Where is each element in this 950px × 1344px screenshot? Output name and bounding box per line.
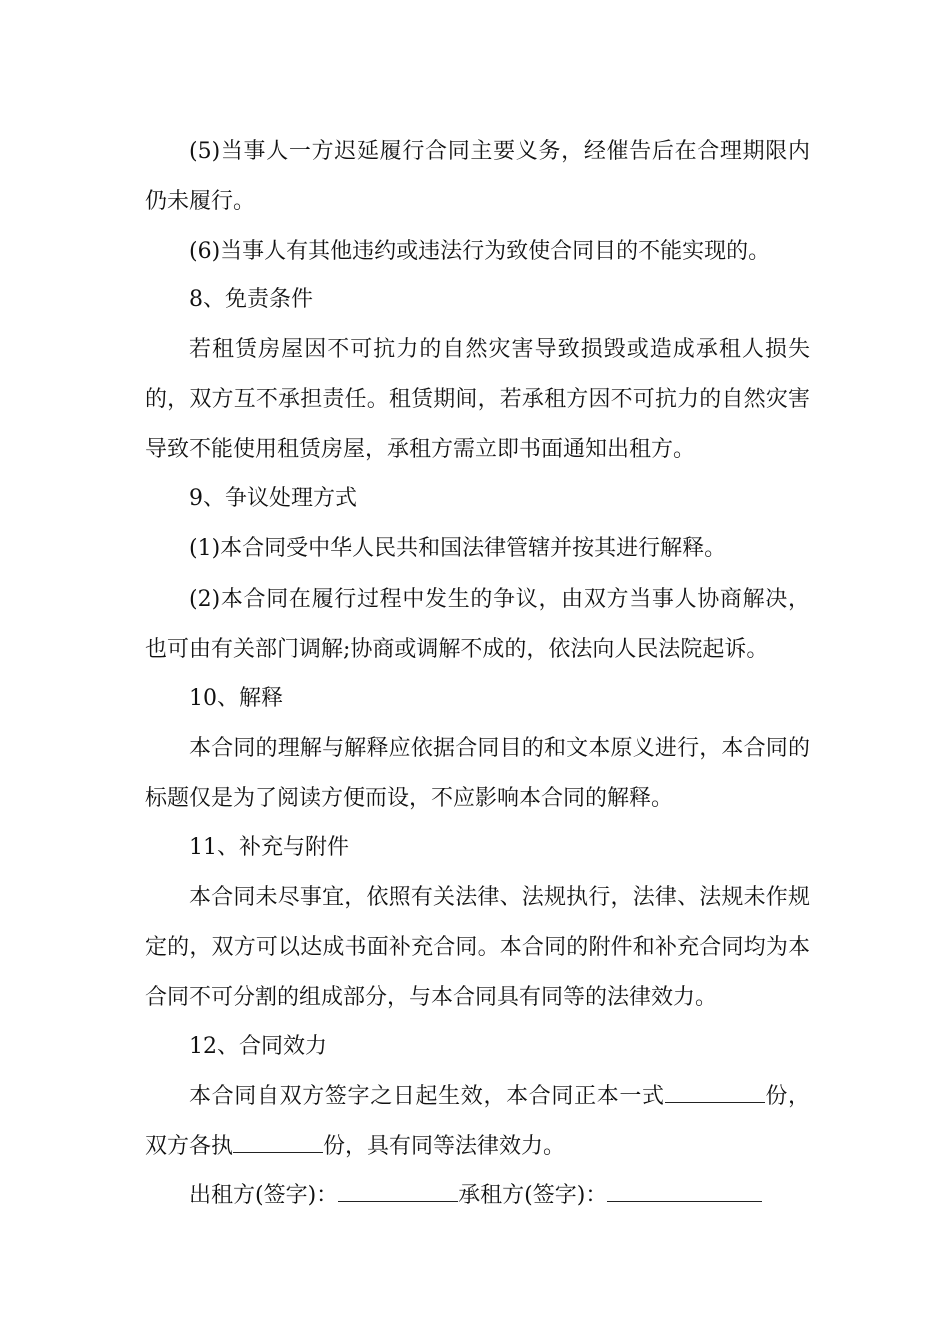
- section-10-body: 本合同的理解与解释应依据合同目的和文本原义进行，本合同的标题仅是为了阅读方便而设，不应影响本合同的解释。: [145, 736, 810, 811]
- section-12-text-part3: 份，具有同等法律效力。: [323, 1134, 566, 1159]
- section-9-item-2: (2)本合同在履行过程中发生的争议，由双方当事人协商解决，也可由有关部门调解;协商或调解不成的，依法向人民法院起诉。: [145, 587, 810, 662]
- clause-item-5: (5)当事人一方迟延履行合同主要义务，经催告后在合理期限内仍未履行。: [145, 139, 810, 214]
- lessee-signature-label: 承租方(签字)：: [458, 1183, 608, 1208]
- section-12-text-part2: 份，双方各执: [145, 1084, 810, 1159]
- clause-item-6: (6)当事人有其他违约或违法行为致使合同目的不能实现的。: [189, 239, 771, 264]
- lessor-signature-blank[interactable]: [338, 1183, 458, 1202]
- copies-each-blank[interactable]: [233, 1134, 323, 1153]
- lessor-signature-label: 出租方(签字)：: [189, 1183, 339, 1208]
- section-9-heading: 9、争议处理方式: [189, 486, 357, 511]
- section-8-body: 若租赁房屋因不可抗力的自然灾害导致损毁或造成承租人损失的，双方互不承担责任。租赁期间，若承租方因不可抗力的自然灾害导致不能使用租赁房屋，承租方需立即书面通知出租方。: [145, 337, 810, 462]
- section-9-item-1: (1)本合同受中华人民共和国法律管辖并按其进行解释。: [189, 536, 727, 561]
- section-11-body: 本合同未尽事宜，依照有关法律、法规执行，法律、法规未作规定的，双方可以达成书面补充合同。本合同的附件和补充合同均为本合同不可分割的组成部分，与本合同具有同等的法律效力。: [145, 885, 810, 1010]
- section-12-body: [145, 1072, 810, 1172]
- lessee-signature-blank[interactable]: [607, 1183, 762, 1202]
- section-12-heading: 12、合同效力: [189, 1034, 327, 1059]
- copies-total-blank[interactable]: [665, 1084, 765, 1103]
- section-10-heading: 10、解释: [189, 686, 283, 711]
- signature-line: [189, 1181, 859, 1211]
- section-8-heading: 8、免责条件: [189, 287, 313, 312]
- section-11-heading: 11、补充与附件: [189, 835, 349, 860]
- section-12-text-part1: 本合同自双方签字之日起生效，本合同正本一式: [189, 1084, 665, 1109]
